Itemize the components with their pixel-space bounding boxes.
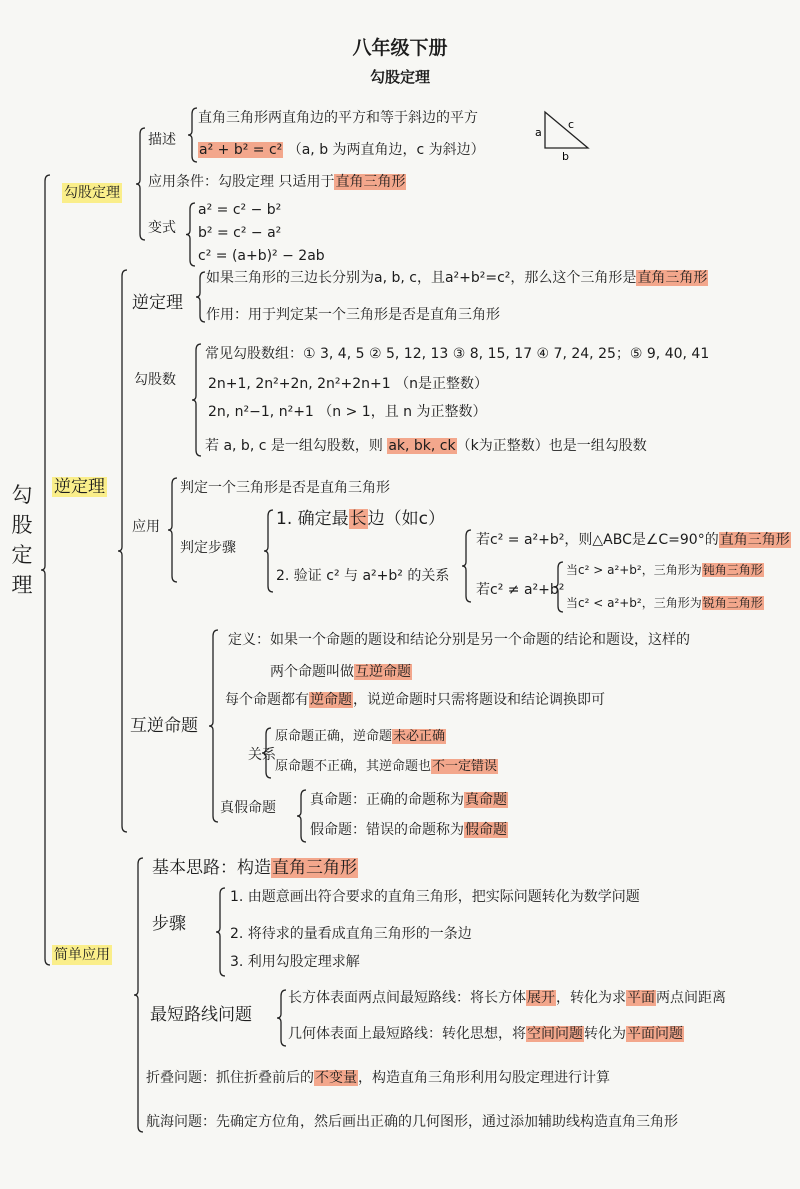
text-segment: 折叠问题：抓住折叠前后的 (146, 1070, 314, 1086)
text-segment: 基本思路：构造 (152, 858, 271, 878)
highlighted-text: 平面问题 (627, 1026, 683, 1042)
text-segment: 假命题：错误的命题称为 (310, 822, 464, 838)
node-pd3 (476, 530, 791, 550)
text-segment: c² = (a+b)² − 2ab (198, 248, 325, 264)
text-segment: 当c² > a²+b²，三角形为 (566, 563, 702, 577)
text-segment: 两个命题叫做 (270, 664, 354, 680)
highlighted-text: 不变量 (315, 1070, 357, 1086)
text-segment: 应用 (132, 519, 160, 535)
node-pd5 (566, 560, 764, 580)
node-gs2 (208, 374, 488, 394)
text-segment: 判定一个三角形是否是直角三角形 (180, 480, 390, 496)
node-zd1 (288, 988, 726, 1008)
text-segment: 1. 由题意画出符合要求的直角三角形，把实际问题转化为数学问题 (230, 889, 640, 905)
node-gs3 (208, 402, 486, 422)
text-segment: 作用：用于判定某一个三角形是否是直角三角形 (206, 307, 500, 323)
node-guanxi (248, 745, 276, 765)
text-segment: 逆定理 (132, 293, 183, 313)
node-jbsl (152, 858, 358, 878)
text-segment: 2. 将待求的量看成直角三角形的一条边 (230, 926, 472, 942)
text-segment: 边（如c） (367, 509, 445, 529)
text-segment: 航海问题：先确定方位角，然后画出正确的几何图形，通过添加辅助线构造直角三角形 (146, 1114, 678, 1130)
curly-brace (277, 990, 286, 1046)
text-segment: 转化为 (584, 1026, 626, 1042)
node-pd6 (566, 593, 764, 613)
highlighted-text: 直角三角形 (272, 858, 357, 878)
highlighted-text: 直角三角形 (637, 270, 708, 286)
highlighted-text: 钝角三角形 (702, 563, 763, 577)
text-segment: 2n+1, 2n²+2n, 2n²+2n+1 （n是正整数） (208, 376, 488, 392)
root-node: 勾股定理 (11, 483, 33, 597)
page-title: 八年级下册 (352, 37, 448, 59)
curly-brace (118, 270, 127, 832)
text-segment: 原命题正确，逆命题 (275, 729, 393, 744)
node-gs1 (205, 344, 709, 364)
text-segment: 两点间距离 (656, 990, 726, 1006)
text-segment: 1. 确定最 (276, 509, 349, 529)
curly-brace (188, 108, 197, 162)
highlighted-text: 展开 (527, 990, 555, 1006)
node-zj2 (310, 820, 508, 840)
text-segment: 每个命题都有 (225, 692, 309, 708)
text-segment: （a, b 为两直角边，c 为斜边） (283, 142, 485, 158)
node-zj1 (310, 790, 508, 810)
right-triangle-figure (545, 112, 588, 148)
curly-brace (462, 530, 471, 602)
text-segment: a² = c² − b² (198, 202, 282, 218)
page-subtitle: 勾股定理 (369, 68, 430, 86)
text-segment: ，转化为求 (556, 990, 626, 1006)
node-bianshi (148, 218, 176, 238)
highlighted-text: 空间问题 (527, 1026, 583, 1042)
triangle-label-b: b (562, 150, 569, 163)
node-gougushu (134, 370, 176, 390)
text-segment: 3. 利用勾股定理求解 (230, 954, 360, 970)
node-pd4 (476, 580, 564, 600)
node-zdlx (150, 1005, 252, 1025)
text-segment: 真假命题 (220, 800, 276, 816)
text-segment: 若 a, b, c 是一组勾股数，则 (205, 438, 388, 454)
text-segment: 互逆命题 (130, 716, 198, 736)
node-ms2 (198, 140, 485, 160)
node-nd2 (206, 305, 500, 325)
node-bs3 (198, 246, 325, 266)
text-segment: 长方体表面两点间最短路线：将长方体 (288, 990, 526, 1006)
node-zd4 (146, 1112, 678, 1132)
node-yingyong (132, 517, 160, 537)
triangle-label-c: c (568, 118, 575, 131)
text-segment: 原命题不正确，其逆命题也 (275, 759, 432, 774)
node-pd1 (276, 509, 445, 529)
node-hnmt (130, 716, 198, 736)
curly-brace (136, 128, 145, 240)
text-segment: 应用条件：勾股定理 只适用于 (148, 174, 335, 190)
highlighted-text: 不一定错误 (432, 759, 498, 774)
text-segment: 常见勾股数组：① 3, 4, 5 ② 5, 12, 13 ③ 8, 15, 17 ④ 7, 24, 25；⑤ 9, 40, 41 (205, 346, 710, 362)
highlighted-text: 直角三角形 (719, 532, 790, 548)
highlighted-text: 逆命题 (310, 692, 352, 708)
text-segment: 当c² < a²+b²，三角形为 (566, 596, 702, 610)
curly-brace (168, 478, 177, 582)
node-buzhou (152, 914, 186, 934)
node-zjmt (220, 798, 276, 818)
node-nidingli (132, 293, 183, 313)
text-segment: 勾股数 (134, 372, 176, 388)
node-gs4 (205, 436, 647, 456)
text-segment: 变式 (148, 220, 176, 236)
text-segment: （k为正整数）也是一组勾股数 (456, 438, 647, 454)
highlighted-text: 未必正确 (393, 729, 446, 744)
node-gx1 (275, 727, 446, 747)
node-pdbz (180, 538, 236, 558)
text-segment: 2n, n²−1, n²+1 （n > 1，且 n 为正整数） (208, 404, 487, 420)
node-cond (148, 172, 406, 192)
node-gx2 (275, 757, 498, 777)
text-segment: 步骤 (152, 914, 186, 934)
highlighted-text: 假命题 (465, 822, 507, 838)
highlighted-text: 真命题 (465, 792, 507, 808)
node-ms1 (198, 108, 478, 128)
node-bz1 (230, 887, 640, 907)
highlighted-text: 锐角三角形 (702, 596, 763, 610)
text-segment: 最短路线问题 (150, 1005, 252, 1025)
node-bz3 (230, 952, 360, 972)
node-bz2 (230, 924, 472, 944)
node-hn3 (225, 690, 605, 710)
curly-brace (216, 888, 225, 976)
branch-application: 简单应用 (54, 947, 110, 963)
text-segment: 直角三角形两直角边的平方和等于斜边的平方 (198, 110, 478, 126)
curly-brace (41, 175, 50, 965)
text-segment: ，说逆命题时只需将题设和结论调换即可 (353, 692, 605, 708)
node-nd1 (206, 268, 708, 288)
text-segment: 描述 (148, 132, 176, 148)
highlighted-text: 长 (349, 509, 367, 529)
branch-theorem: 勾股定理 (64, 185, 120, 201)
text-segment: 如果三角形的三边长分别为a, b, c，且a²+b²=c²，那么这个三角形是 (206, 270, 637, 286)
text-segment: 判定步骤 (180, 540, 236, 556)
curly-brace (134, 858, 143, 1132)
highlighted-text: ak, bk, ck (388, 438, 456, 454)
curly-brace (209, 630, 218, 822)
node-miaoshu (148, 130, 176, 150)
text-segment: b² = c² − a² (198, 225, 282, 241)
text-segment: ，构造直角三角形利用勾股定理进行计算 (358, 1070, 610, 1086)
node-yy1 (180, 478, 390, 498)
node-hn2 (270, 662, 412, 682)
curly-brace (192, 344, 201, 456)
text-segment: 若c² = a²+b²，则△ABC是∠C=90°的 (476, 532, 719, 548)
node-zd3 (146, 1068, 610, 1088)
curly-brace (264, 510, 273, 592)
highlighted-text: 直角三角形 (335, 174, 406, 190)
text-segment: 定义：如果一个命题的题设和结论分别是另一个命题的结论和题设，这样的 (228, 632, 690, 648)
text-segment: 几何体表面上最短路线：转化思想，将 (288, 1026, 526, 1042)
node-zd2 (288, 1024, 684, 1044)
triangle-label-a: a (535, 126, 542, 139)
node-hn1 (228, 630, 690, 650)
text-segment: 2. 验证 c² 与 a²+b² 的关系 (276, 568, 450, 584)
branch-converse: 逆定理 (54, 477, 105, 497)
highlighted-text: 平面 (627, 990, 655, 1006)
text-segment: 若c² ≠ a²+b² (476, 582, 565, 598)
text-segment: 真命题：正确的命题称为 (310, 792, 464, 808)
highlighted-text: a² + b² = c² (199, 142, 283, 158)
highlighted-text: 互逆命题 (355, 664, 411, 680)
node-bs2 (198, 223, 281, 243)
node-pd2 (276, 566, 449, 586)
node-bs1 (198, 200, 281, 220)
curly-brace (186, 203, 195, 266)
curly-brace (297, 790, 306, 842)
curly-brace (196, 272, 205, 322)
text-segment: 关系 (248, 747, 276, 763)
